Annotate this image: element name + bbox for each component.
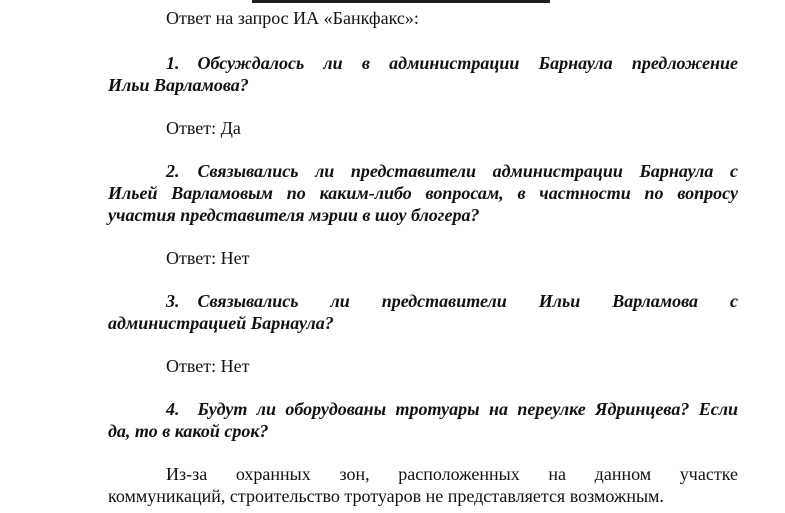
question-4-line-2: да, то в какой срок? bbox=[108, 421, 269, 441]
answer-3: Ответ: Нет bbox=[166, 356, 250, 376]
question-1-line-2: Ильи Варламова? bbox=[108, 75, 249, 95]
answer-4-line-1: Из-за охранных зон, расположенных на данном участке bbox=[166, 464, 738, 484]
top-edge-bar bbox=[252, 0, 550, 3]
question-3-line-2: администрацией Барнаула? bbox=[108, 313, 334, 333]
answer-4-line-2: коммуникаций, строительство тротуаров не представляется возможным. bbox=[108, 486, 664, 506]
question-2-line-1: 2. Связывались ли представители администрации Барнаула с bbox=[166, 161, 738, 181]
question-3-line-1: 3. Связывались ли представители Ильи Варламова с bbox=[166, 291, 738, 311]
question-1 bbox=[108, 52, 738, 96]
answer-4-paragraph bbox=[108, 463, 738, 507]
question-1-line-1: 1. Обсуждалось ли в администрации Барнаула предложение bbox=[166, 53, 738, 73]
answer-2: Ответ: Нет bbox=[166, 248, 250, 268]
question-4 bbox=[108, 398, 738, 442]
document-heading: Ответ на запрос ИА «Банкфакс»: bbox=[166, 8, 419, 28]
question-4-line-1: 4. Будут ли оборудованы тротуары на переулке Ядринцева? Если bbox=[166, 399, 738, 419]
question-2 bbox=[108, 160, 738, 226]
question-2-line-3: участия представителя мэрии в шоу блогера? bbox=[108, 205, 480, 225]
answer-1: Ответ: Да bbox=[166, 118, 241, 138]
question-3 bbox=[108, 290, 738, 334]
question-2-line-2: Ильей Варламовым по каким-либо вопросам, в частности по вопросу bbox=[108, 183, 738, 203]
